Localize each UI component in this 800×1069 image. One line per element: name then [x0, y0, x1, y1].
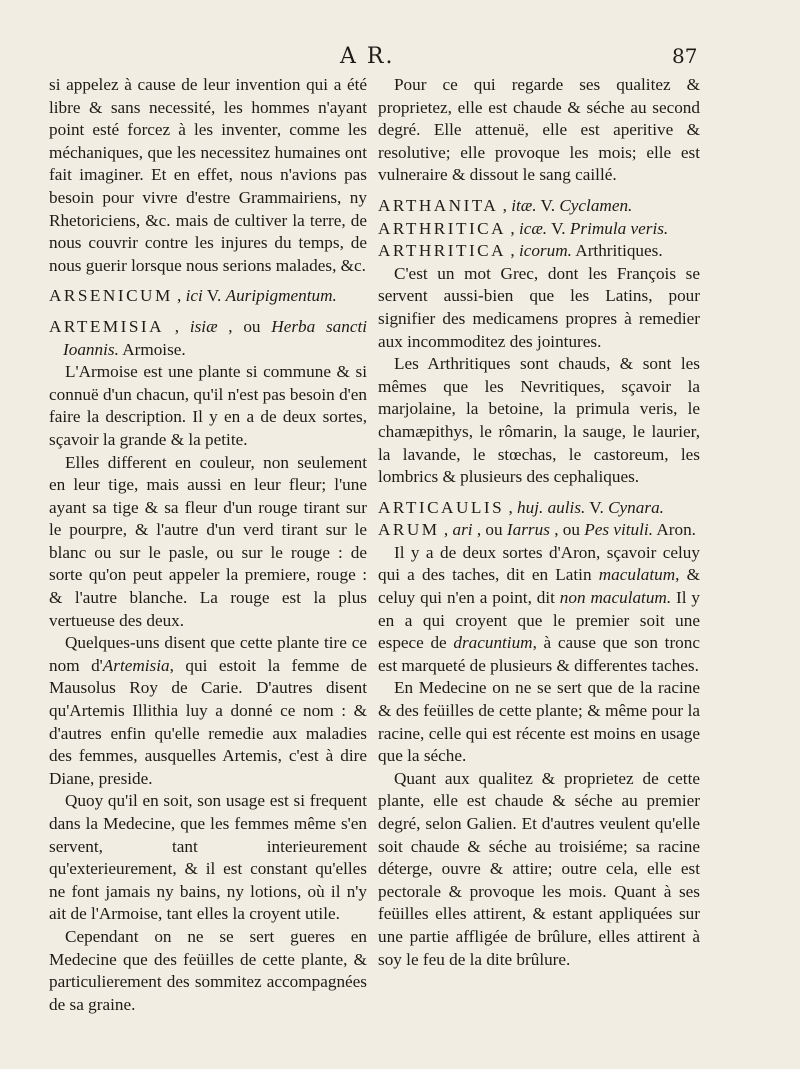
paragraph-text: Quant aux qualitez & proprietez de cette plante, elle est chaude & séche au premier degré, selon Galien. Et d'autres veulent qu'elle soit chaude & séche au troisiéme; sa racine déterge, ouvre & attire; outre cela, elle est pectorale & provoque les mois. Quant à ses feüilles elles attirent, & estant appliquées sur une partie affligée de brûlure, elles attirent à soy le feu de la dite brûlure. — [378, 768, 700, 969]
italic-text: Artemisia — [102, 655, 170, 675]
italic-text: icorum. — [518, 241, 572, 261]
paragraph-text: Les Arthritiques sont chauds, & sont les mêmes que les Nevritiques, sçavoir la marjolaine, la betoine, la primula veris, le chamæpithys, le rômarin, la sauge, le laurier, la lavande, le stœchas, le castoreum, les lombrics & plusieurs des cephaliques. — [378, 354, 700, 487]
body-paragraph — [49, 452, 367, 633]
headword: ARTEMISIA — [49, 316, 165, 336]
text-segment: , ou — [472, 520, 507, 540]
text-segment: V. — [202, 286, 226, 306]
text-segment: , — [439, 520, 453, 540]
text-segment: , — [164, 316, 190, 336]
body-paragraph — [49, 74, 367, 277]
body-paragraph — [378, 768, 700, 971]
text-segment: Quelques-uns disent que cette plante tire ce nom d' — [49, 633, 367, 675]
italic-text: maculatum — [598, 565, 676, 585]
dictionary-entry-heading — [378, 218, 700, 241]
headword: ARTHRITICA — [378, 218, 507, 238]
paragraph-text: C'est un mot Grec, dont les François se servent aussi-bien que les Latins, pour signifier des medicamens propres à remedier aux incommoditez des jointures. — [378, 263, 700, 351]
text-segment: V. — [536, 195, 560, 215]
page-number: 87 — [672, 44, 698, 68]
italic-text: ari — [452, 520, 473, 540]
dictionary-entry-heading — [378, 519, 700, 542]
paragraph-text: Elles different en couleur, non seulement en leur tige, mais aussi en leur fleur; l'une ayant sa tige & sa fleur d'un rouge tirant sur le pourpre, & l'autre d'un verd tirant sur le blanc ou sur le pasle, ou sur le rouge : de sorte qu'on peut appeler la premiere, rouge : & l'autre blanche. La rouge est la plus vertueuse des deux. — [49, 452, 367, 630]
paragraph-text: En Medecine on ne se sert que de la racine & des feüilles de cette plante; & même pour la racine, celle qui est récente est moins en usage que la séche. — [378, 678, 700, 766]
text-segment: , qui estoit la femme de Mausolus Roy de Carie. D'autres disent qu'Artemis Illithia luy a donné ce nom : & d'autres enfin qu'elle remedie aux maladies des femmes, ausquelles Artemis, c'est à dire Diane, preside. — [49, 655, 368, 788]
headword: ARTHRITICA — [378, 241, 507, 261]
text-segment: , — [498, 195, 512, 215]
paragraph-text: Quoy qu'il en soit, son usage est si frequent dans la Medecine, que les femmes même s'en servent, tant interieurement qu'exterieurement, & il est constant qu'elles ne font jamais ny bains, ny lotions, où il n'y ait de l'Armoise, tant elles la croyent utile. — [49, 791, 367, 924]
text-segment: , ou — [549, 520, 585, 540]
body-paragraph — [49, 632, 367, 790]
text-segment: Aron. — [653, 520, 696, 540]
body-paragraph — [378, 677, 700, 767]
left-column — [49, 74, 367, 1016]
right-column — [378, 74, 700, 971]
italic-text: icæ. — [518, 218, 548, 238]
dictionary-entry-heading — [378, 240, 700, 263]
body-paragraph — [378, 542, 700, 678]
italic-text: Herba sancti Ioannis. — [63, 316, 368, 359]
text-segment: , ou — [217, 316, 272, 336]
body-paragraph — [378, 353, 700, 489]
italic-text: Iarrus — [506, 520, 550, 540]
running-head: A R. — [340, 44, 395, 69]
italic-text: Primula veris. — [569, 218, 669, 238]
text-segment: Armoise. — [118, 339, 186, 359]
dictionary-entry-heading — [49, 285, 367, 308]
italic-text: ici — [185, 286, 203, 306]
text-segment: V. — [547, 218, 570, 238]
paragraph-text: L'Armoise est une plante si commune & si connuë d'un chacun, qu'il n'est pas besoin d'en faire la description. Il y en a de deux sortes, sçavoir la grande & la petite. — [49, 362, 367, 449]
italic-text: non maculatum. — [559, 588, 672, 608]
paragraph-text: si appelez à cause de leur invention qui a été libre & sans necessité, les hommes n'ayant point esté forcez à les inventer, comme les méchaniques, que les necessitez humaines ont fait imaginer. Et en effet, nous n'avions pas besoin pour vivre d'estre Grammairiens, ny Rhetoriciens, &c. mais de cultiver la terre, de nous couvrir contre les injures du temps, de nous guerir lorsque nous serions malades, &c. — [49, 75, 367, 275]
italic-text: itæ. — [511, 195, 537, 215]
italic-text: huj. aulis. — [517, 497, 586, 517]
body-paragraph — [49, 790, 367, 926]
text-segment: , — [506, 218, 519, 238]
text-segment: , — [504, 497, 518, 517]
italic-text: dracuntium — [453, 633, 533, 653]
dictionary-entry-heading — [378, 497, 700, 520]
text-segment: V. — [585, 497, 609, 517]
italic-text: Cyclamen. — [559, 195, 633, 215]
body-paragraph — [378, 74, 700, 187]
dictionary-entry-heading — [378, 195, 700, 218]
text-segment: Arthritiques. — [571, 241, 663, 261]
text-segment: , & celuy qui n'en a point, dit — [378, 565, 700, 608]
text-segment: , — [172, 286, 186, 306]
text-segment: Il y en a qui croyent que le premier soit une espece de — [378, 588, 700, 653]
body-paragraph — [49, 361, 367, 451]
headword: ARTHANITA — [378, 195, 499, 215]
body-paragraph — [378, 263, 700, 353]
italic-text: isiæ — [189, 316, 218, 336]
italic-text: Pes vituli. — [584, 520, 653, 540]
headword: ARSENICUM — [49, 286, 173, 306]
text-segment: Il y a de deux sortes d'Aron, sçavoir celuy qui a des taches, dit en Latin — [378, 542, 700, 585]
paragraph-text: Cependant on ne se sert gueres en Medecine que des feüilles de cette plante, & particulierement des sommitez accompagnées de sa graine. — [49, 926, 367, 1014]
paragraph-text: Pour ce qui regarde ses qualitez & proprietez, elle est chaude & séche au second degré. Elle attenuë, elle est aperitive & resolutive; elle provoque les mois; elle est vulneraire & dissout le sang caillé. — [378, 75, 700, 185]
italic-text: Cynara. — [608, 497, 664, 517]
running-header — [0, 44, 800, 70]
headword: ARTICAULIS — [378, 497, 505, 517]
body-paragraph — [49, 926, 367, 1016]
dictionary-entry-heading — [49, 316, 367, 361]
text-segment: , à cause que son tronc est marqueté de plusieurs & differentes taches. — [378, 633, 700, 675]
text-segment: , — [506, 241, 519, 261]
headword: ARUM — [378, 520, 440, 540]
italic-text: Auripigmentum. — [225, 286, 337, 306]
